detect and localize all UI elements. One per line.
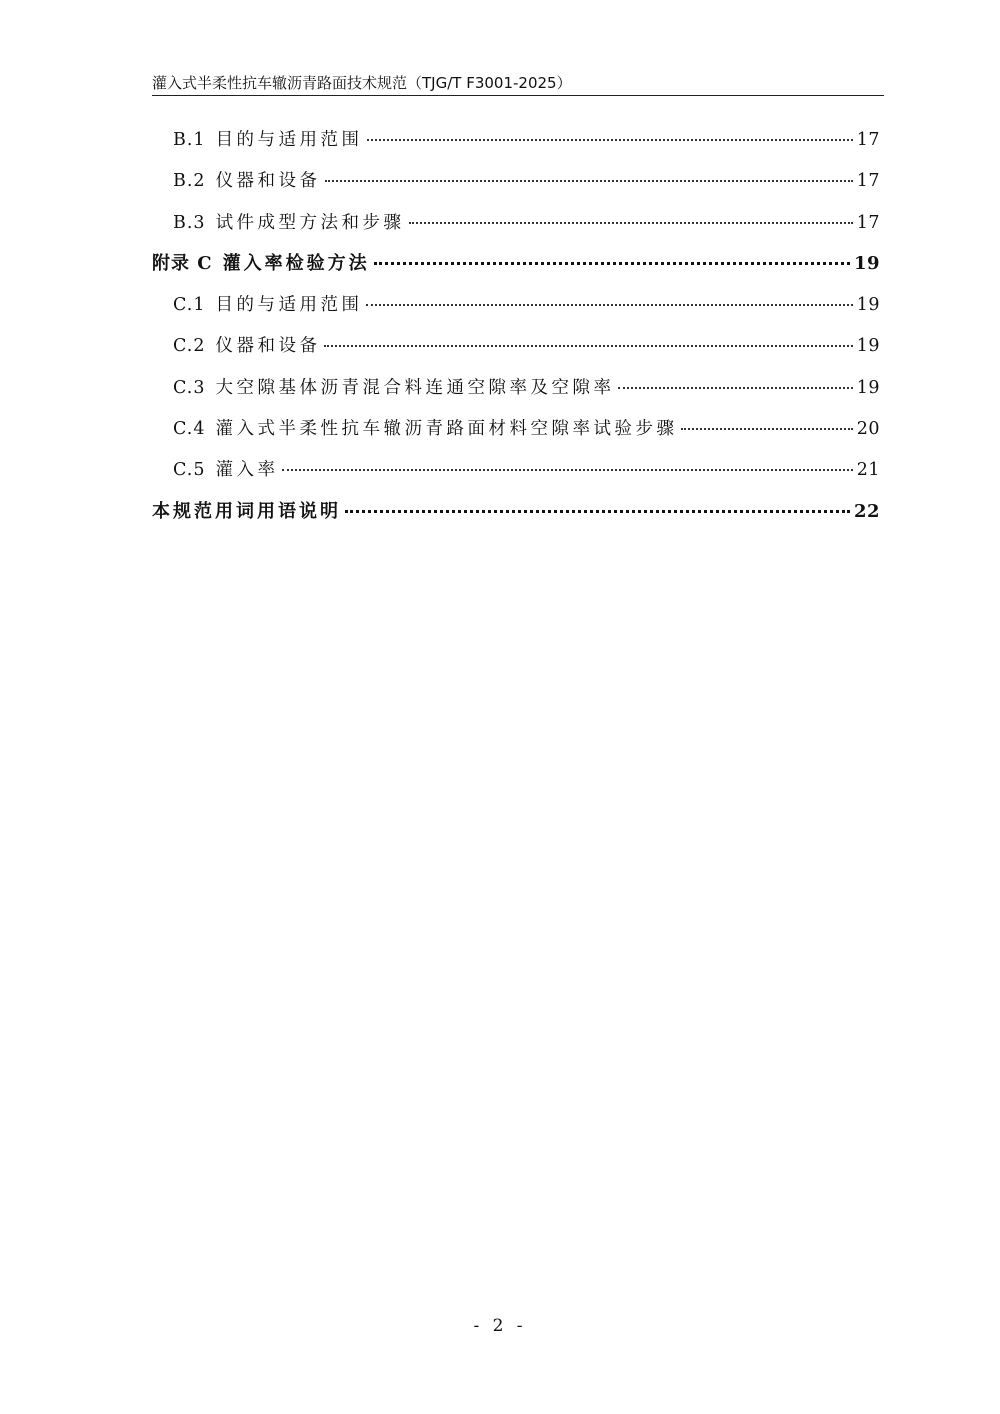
toc-number: C.1: [173, 295, 206, 316]
dot-leader: [325, 180, 853, 182]
toc-number: C.3: [173, 377, 206, 398]
toc-page-number: 20: [856, 419, 880, 440]
toc-entry-b3[interactable]: [152, 208, 880, 249]
dot-leader: [324, 345, 852, 347]
table-of-contents: [152, 125, 880, 538]
toc-title: 灌入率: [215, 460, 279, 481]
toc-title: 试件成型方法和步骤: [215, 212, 405, 233]
toc-number: B.2: [173, 171, 206, 192]
toc-title: 灌入式半柔性抗车辙沥青路面材料空隙率试验步骤: [215, 419, 678, 440]
toc-page-number: 19: [856, 336, 880, 357]
toc-number: C.2: [173, 336, 206, 357]
toc-number: B.3: [173, 212, 206, 233]
toc-entry-appendix-c[interactable]: [152, 249, 880, 290]
dot-leader: [367, 139, 853, 141]
dot-leader: [618, 387, 852, 389]
toc-entry-c5[interactable]: [152, 455, 880, 496]
dot-leader: [345, 510, 850, 513]
toc-entry-c1[interactable]: [152, 290, 880, 331]
toc-number: B.1: [173, 130, 206, 150]
toc-entry-c4[interactable]: [152, 414, 880, 455]
toc-page-number: 17: [856, 212, 880, 233]
toc-title: 本规范用词用语说明: [152, 500, 341, 522]
toc-number: C.5: [173, 460, 206, 481]
toc-number: 附录 C: [152, 252, 213, 274]
toc-title: 大空隙基体沥青混合料连通空隙率及空隙率: [215, 377, 615, 398]
dot-leader: [366, 304, 852, 306]
toc-page-number: 22: [853, 500, 880, 522]
dot-leader: [374, 262, 850, 265]
toc-page-number: 19: [853, 252, 880, 274]
dot-leader: [409, 222, 853, 224]
dot-leader: [282, 469, 852, 471]
toc-entry-c2[interactable]: [152, 331, 880, 372]
toc-title: 灌入率检验方法: [222, 252, 370, 274]
toc-entry-c3[interactable]: [152, 373, 880, 414]
dot-leader: [681, 428, 852, 430]
toc-title: 目的与适用范围: [215, 130, 363, 150]
toc-title: 仪器和设备: [215, 171, 321, 192]
page-number: - 2 -: [473, 1316, 527, 1336]
toc-page-number: 17: [856, 171, 880, 192]
toc-entry-b2[interactable]: [152, 166, 880, 207]
toc-title: 目的与适用范围: [215, 295, 363, 316]
toc-page-number: 19: [856, 377, 880, 398]
toc-entry-b1[interactable]: [152, 125, 880, 166]
header-rule: [152, 95, 884, 96]
toc-page-number: 19: [856, 295, 880, 316]
toc-title: 仪器和设备: [215, 336, 321, 357]
toc-page-number: 21: [856, 460, 880, 481]
running-header: 灌入式半柔性抗车辙沥青路面技术规范（TJG/T F3001-2025）: [152, 74, 572, 92]
toc-entry-terminology[interactable]: [152, 497, 880, 538]
toc-number: C.4: [173, 419, 206, 440]
toc-page-number: 17: [856, 130, 880, 150]
